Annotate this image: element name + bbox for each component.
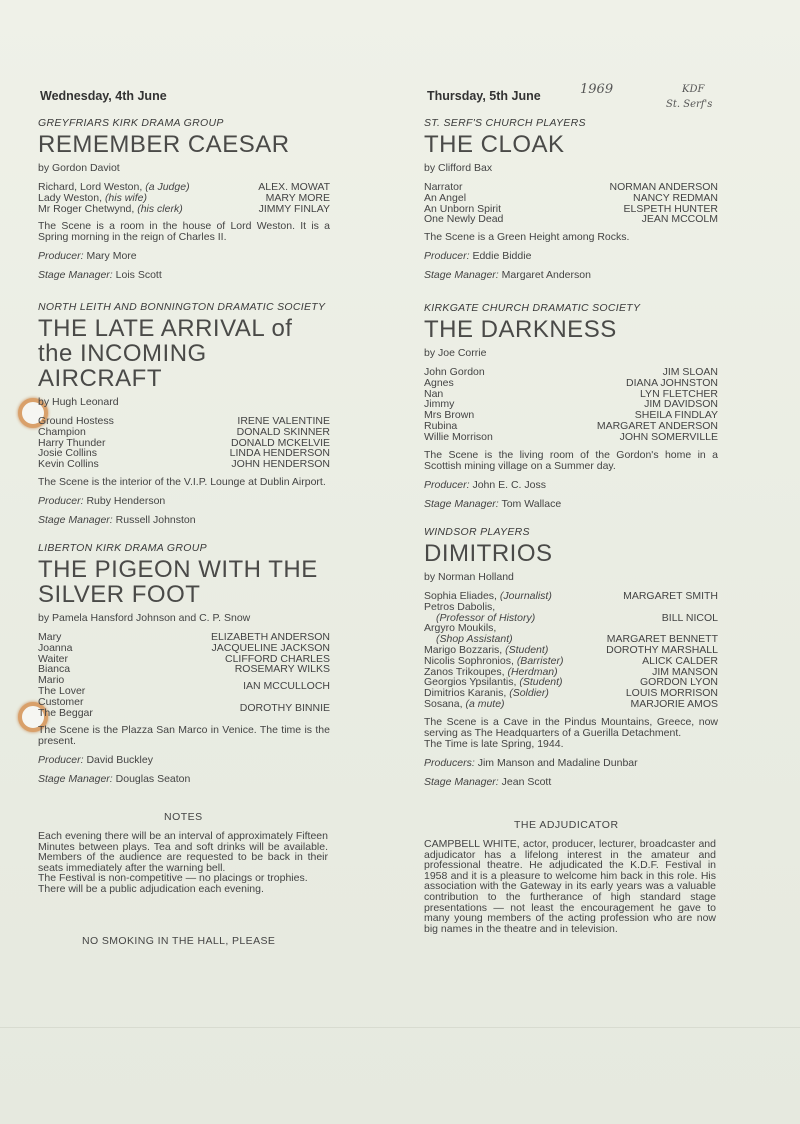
cast-list: [38, 632, 330, 718]
cast-row: Narrator NORMAN ANDERSON: [424, 181, 718, 193]
stage-manager-credit: Stage Manager: Tom Wallace: [424, 497, 562, 510]
cast-row: Georgios Ypsilantis, (Student) GORDON LYON: [424, 676, 718, 689]
adjudicator-heading: THE ADJUDICATOR: [514, 819, 619, 831]
cast-row: Richard, Lord Weston, (a Judge) ALEX. MOWAT: [38, 181, 330, 193]
cast-row: (Professor of History) BILL NICOL: [436, 611, 718, 624]
day-heading: Thursday, 5th June: [427, 89, 541, 103]
cast-row: Rubina MARGARET ANDERSON: [424, 419, 718, 432]
scene-description: The Scene is a Cave in the Pindus Mountains, Greece, now serving as The Headquarters of a Guerilla Detachment. The Time is late Spring, 1944.: [424, 715, 718, 750]
stage-manager-credit: Stage Manager: Lois Scott: [38, 269, 162, 282]
cast-row: Marigo Bozzaris, (Student) DOROTHY MARSHALL: [424, 643, 718, 656]
notes-text: Each evening there will be an interval of approximately Fifteen Minutes between plays. Tea and soft drinks will be available. Members of the audience are requested to be back in their seats immediately after the warning bell. The Festival is non-competitive — no placings or trophies. There will be a public adjudication each evening.: [38, 830, 328, 895]
scene-description: The Scene is the interior of the V.I.P. Lounge at Dublin Airport.: [38, 475, 326, 488]
producer-credit: Producer: Mary More: [38, 250, 137, 263]
play-title: THE CLOAK: [424, 131, 565, 158]
cast-row: The Lover IAN MCCULLOCH: [38, 679, 330, 697]
adjudicator-text: CAMPBELL WHITE, actor, producer, lecturer, broadcaster and adjudicator has a lifelong interest in the amateur and professional theatre. He adjudicated the K.D.F. Festival in 1958 and it is a pleasure to welcome him back in this role. His association with the Gateway in its early years was a valuable contribution to the furtherance of high standard stage presentations — not least the encouragement he gave to many young members of the acting profession who are now big names in the theatre and in television.: [424, 838, 716, 935]
stage-manager-credit: Stage Manager: Douglas Seaton: [38, 773, 191, 786]
play-title: THE PIGEON WITH THE SILVER FOOT: [38, 556, 318, 608]
handwritten-year: 1969: [580, 82, 614, 97]
cast-row: Lady Weston, (his wife) MARY MORE: [38, 191, 330, 204]
company-name: LIBERTON KIRK DRAMA GROUP: [38, 542, 207, 554]
company-name: WINDSOR PLAYERS: [424, 526, 530, 538]
cast-row: Mario: [38, 674, 65, 687]
cast-row: An Unborn Spirit ELSPETH HUNTER: [424, 202, 718, 215]
cast-row: Willie Morrison JOHN SOMERVILLE: [424, 430, 718, 443]
company-name: KIRKGATE CHURCH DRAMATIC SOCIETY: [424, 302, 641, 314]
cast-list: [424, 591, 718, 710]
producer-credit: Producer: John E. C. Joss: [424, 478, 546, 491]
play-late-arrival: [38, 302, 330, 526]
notes-heading: NOTES: [164, 811, 203, 823]
play-the-cloak: [424, 118, 718, 281]
producer-credit: Producer: David Buckley: [38, 754, 153, 767]
play-title: REMEMBER CAESAR: [38, 131, 290, 158]
cast-row: Sophia Eliades, (Journalist) MARGARET SMITH: [424, 590, 718, 602]
stage-manager-credit: Stage Manager: Russell Johnston: [38, 513, 196, 526]
company-name: GREYFRIARS KIRK DRAMA GROUP: [38, 117, 224, 129]
scene-description: The Scene is a Green Height among Rocks.: [424, 231, 630, 244]
cast-row: Argyro Moukils,: [424, 622, 497, 635]
stage-manager-credit: Stage Manager: Jean Scott: [424, 775, 552, 788]
play-author: by Norman Holland: [424, 571, 514, 583]
play-remember-caesar: [38, 118, 330, 281]
cast-row: Mary ELIZABETH ANDERSON: [38, 631, 330, 643]
play-author: by Gordon Daviot: [38, 162, 120, 174]
cast-row: Champion DONALD SKINNER: [38, 425, 330, 438]
handwritten-code: KDF: [682, 84, 705, 95]
no-smoking-notice: NO SMOKING IN THE HALL, PLEASE: [82, 935, 276, 947]
cast-list: [424, 367, 718, 443]
cast-row: Nicolis Sophronios, (Barrister) ALICK CALDER: [424, 654, 718, 667]
cast-row: Waiter CLIFFORD CHARLES: [38, 652, 330, 665]
cast-row: The Beggar DOROTHY BINNIE: [38, 701, 330, 719]
scene-description: The Scene is a room in the house of Lord Weston. It is a Spring morning in the reign of Charles II.: [38, 220, 330, 244]
cast-row: Dimitrios Karanis, (Soldier) LOUIS MORRISON: [424, 687, 718, 700]
handwritten-note: St. Serf's: [666, 99, 713, 110]
play-the-darkness: [424, 303, 718, 510]
cast-row: Sosana, (a mute) MARJORIE AMOS: [424, 697, 718, 710]
play-title: THE DARKNESS: [424, 316, 617, 343]
cast-row: Zanos Trikoupes, (Herdman) JIM MANSON: [424, 665, 718, 678]
play-pigeon-silver-foot: [38, 543, 330, 785]
cast-row: Bianca ROSEMARY WILKS: [38, 663, 330, 676]
company-name: ST. SERF'S CHURCH PLAYERS: [424, 117, 586, 129]
cast-list: [38, 416, 330, 470]
scene-description: The Scene is the Plazza San Marco in Venice. The time is the present.: [38, 724, 330, 748]
stage-manager-credit: Stage Manager: Margaret Anderson: [424, 269, 591, 282]
play-dimitrios: [424, 527, 718, 788]
play-author: by Hugh Leonard: [38, 396, 119, 408]
company-name: NORTH LEITH AND BONNINGTON DRAMATIC SOCIETY: [38, 301, 326, 313]
cast-row: Joanna JACQUELINE JACKSON: [38, 641, 330, 654]
cast-row: John Gordon JIM SLOAN: [424, 366, 718, 378]
cast-row: An Angel NANCY REDMAN: [424, 191, 718, 204]
cast-row: Nan LYN FLETCHER: [424, 387, 718, 400]
cast-row: One Newly Dead JEAN MCCOLM: [424, 213, 718, 226]
cast-row: Agnes DIANA JOHNSTON: [424, 376, 718, 389]
play-title: DIMITRIOS: [424, 540, 553, 567]
fold-line: [0, 1027, 800, 1028]
cast-row: Josie Collins LINDA HENDERSON: [38, 447, 330, 460]
cast-row: Customer: [38, 695, 84, 708]
scene-description: The Scene is the living room of the Gordon's home in a Scottish mining village on a Summer day.: [424, 448, 718, 472]
play-author: by Joe Corrie: [424, 347, 487, 359]
producer-credit: Producers: Jim Manson and Madaline Dunbar: [424, 756, 638, 769]
cast-row: Mrs Brown SHEILA FINDLAY: [424, 409, 718, 422]
cast-row: Harry Thunder DONALD MCKELVIE: [38, 436, 330, 449]
cast-row: Kevin Collins JOHN HENDERSON: [38, 458, 330, 471]
cast-list: [38, 182, 330, 214]
cast-row: Petros Dabolis,: [424, 600, 496, 613]
cast-row: Ground Hostess IRENE VALENTINE: [38, 415, 330, 427]
play-title: THE LATE ARRIVAL of the INCOMING AIRCRAFT: [38, 315, 293, 392]
cast-list: [424, 182, 718, 225]
play-author: by Clifford Bax: [424, 162, 493, 174]
cast-row: (Shop Assistant) MARGARET BENNETT: [436, 633, 718, 646]
play-author: by Pamela Hansford Johnson and C. P. Snow: [38, 612, 251, 624]
producer-credit: Producer: Ruby Henderson: [38, 494, 166, 507]
day-heading: Wednesday, 4th June: [40, 89, 167, 103]
cast-row: Jimmy JIM DAVIDSON: [424, 398, 718, 411]
producer-credit: Producer: Eddie Biddie: [424, 250, 532, 263]
cast-row: Mr Roger Chetwynd, (his clerk) JIMMY FINLAY: [38, 202, 330, 215]
